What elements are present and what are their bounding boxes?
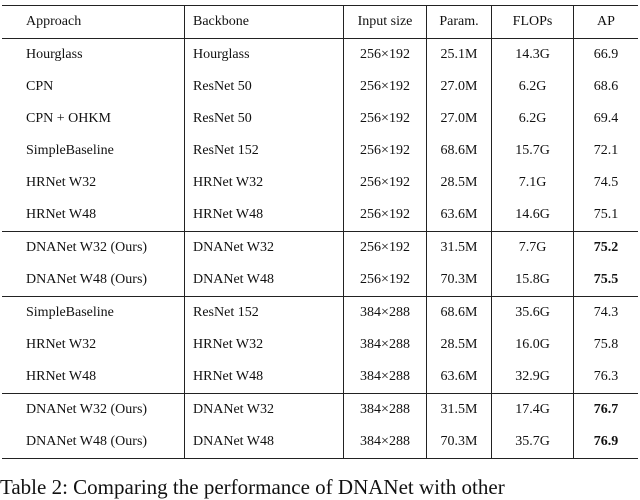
cell-backbone: Hourglass (185, 39, 344, 72)
table-row (2, 103, 638, 135)
header-input-size: Input size (344, 6, 427, 39)
cell-ap: 75.2 (574, 232, 639, 265)
cell-backbone: HRNet W32 (185, 167, 344, 199)
cell-params: 25.1M (427, 39, 492, 72)
table-row (2, 264, 638, 297)
cell-input-size: 256×192 (344, 103, 427, 135)
cell-ap: 75.1 (593, 207, 619, 222)
cell-input-size: 256×192 (344, 264, 427, 297)
header-approach: Approach (2, 6, 185, 39)
cell-ap: 66.9 (593, 47, 619, 62)
cell-input-size: 256×192 (344, 167, 427, 199)
table-row (2, 199, 638, 232)
table-row (2, 426, 638, 459)
cell-input-size: 384×288 (344, 361, 427, 394)
cell-params: 27.0M (427, 103, 492, 135)
cell-params: 27.0M (427, 71, 492, 103)
cell-input-size: 256×192 (344, 135, 427, 167)
table-row (2, 329, 638, 361)
cell-approach: DNANet W48 (Ours) (2, 426, 185, 459)
cell-params: 63.6M (427, 199, 492, 232)
cell-backbone: HRNet W48 (185, 361, 344, 394)
table-row (2, 394, 638, 427)
cell-approach: HRNet W32 (2, 329, 185, 361)
table-row (2, 71, 638, 103)
cell-backbone: ResNet 50 (185, 71, 344, 103)
table-row (2, 167, 638, 199)
table-row (2, 297, 638, 330)
cell-params: 31.5M (427, 394, 492, 427)
cell-backbone: ResNet 152 (185, 135, 344, 167)
cell-flops: 17.4G (492, 394, 574, 427)
cell-ap: 68.6 (593, 79, 619, 94)
cell-backbone: DNANet W32 (185, 232, 344, 265)
table-row (2, 361, 638, 394)
cell-ap: 74.3 (574, 297, 639, 330)
cell-backbone: HRNet W32 (185, 329, 344, 361)
cell-backbone: DNANet W48 (185, 426, 344, 459)
cell-input-size: 256×192 (344, 199, 427, 232)
table-row (2, 39, 638, 72)
cell-approach: HRNet W48 (2, 199, 185, 232)
cell-params: 63.6M (427, 361, 492, 394)
cell-params: 70.3M (427, 264, 492, 297)
cell-flops: 32.9G (492, 361, 574, 394)
cell-input-size: 256×192 (344, 39, 427, 72)
cell-ap: 69.4 (593, 111, 619, 126)
cell-ap: 76.7 (574, 394, 639, 427)
header-params: Param. (427, 6, 492, 39)
cell-backbone: ResNet 152 (185, 297, 344, 330)
cell-ap: 74.5 (593, 175, 619, 190)
cell-params: 68.6M (427, 297, 492, 330)
cell-approach: HRNet W32 (2, 167, 185, 199)
cell-flops: 16.0G (492, 329, 574, 361)
cell-backbone: DNANet W32 (185, 394, 344, 427)
cell-approach: HRNet W48 (2, 361, 185, 394)
cell-params: 28.5M (427, 167, 492, 199)
cell-flops: 6.2G (492, 103, 574, 135)
cell-flops: 35.7G (492, 426, 574, 459)
table-caption: Table 2: Comparing the performance of DNANet with other (0, 475, 505, 499)
cell-input-size: 384×288 (344, 426, 427, 459)
cell-approach: Hourglass (2, 39, 185, 72)
cell-flops: 7.1G (492, 167, 574, 199)
cell-flops: 6.2G (492, 71, 574, 103)
header-backbone: Backbone (185, 6, 344, 39)
cell-ap: 72.1 (593, 143, 619, 158)
cell-backbone: DNANet W48 (185, 264, 344, 297)
cell-ap: 76.3 (593, 369, 619, 384)
cell-flops: 35.6G (492, 297, 574, 330)
cell-approach: SimpleBaseline (2, 135, 185, 167)
cell-approach: CPN (2, 71, 185, 103)
cell-flops: 15.8G (492, 264, 574, 297)
cell-input-size: 256×192 (344, 71, 427, 103)
cell-flops: 7.7G (492, 232, 574, 265)
cell-backbone: HRNet W48 (185, 199, 344, 232)
cell-ap: 75.8 (593, 337, 619, 352)
cell-flops: 14.3G (492, 39, 574, 72)
header-ap: AP (574, 6, 639, 39)
cell-backbone: ResNet 50 (185, 103, 344, 135)
cell-flops: 14.6G (492, 199, 574, 232)
cell-input-size: 384×288 (344, 329, 427, 361)
cell-input-size: 384×288 (344, 297, 427, 330)
cell-input-size: 384×288 (344, 394, 427, 427)
cell-approach: DNANet W48 (Ours) (2, 264, 185, 297)
table-row (2, 232, 638, 265)
header-flops: FLOPs (492, 6, 574, 39)
cell-ap: 76.9 (574, 426, 639, 459)
cell-ap: 75.5 (593, 272, 619, 287)
results-table (2, 5, 638, 459)
cell-params: 28.5M (427, 329, 492, 361)
cell-params: 70.3M (427, 426, 492, 459)
header-row (2, 6, 638, 39)
cell-input-size: 256×192 (344, 232, 427, 265)
cell-params: 31.5M (427, 232, 492, 265)
table-row (2, 135, 638, 167)
cell-params: 68.6M (427, 135, 492, 167)
cell-approach: CPN + OHKM (2, 103, 185, 135)
cell-approach: DNANet W32 (Ours) (2, 394, 185, 427)
cell-flops: 15.7G (492, 135, 574, 167)
cell-approach: DNANet W32 (Ours) (2, 232, 185, 265)
cell-approach: SimpleBaseline (2, 297, 185, 330)
